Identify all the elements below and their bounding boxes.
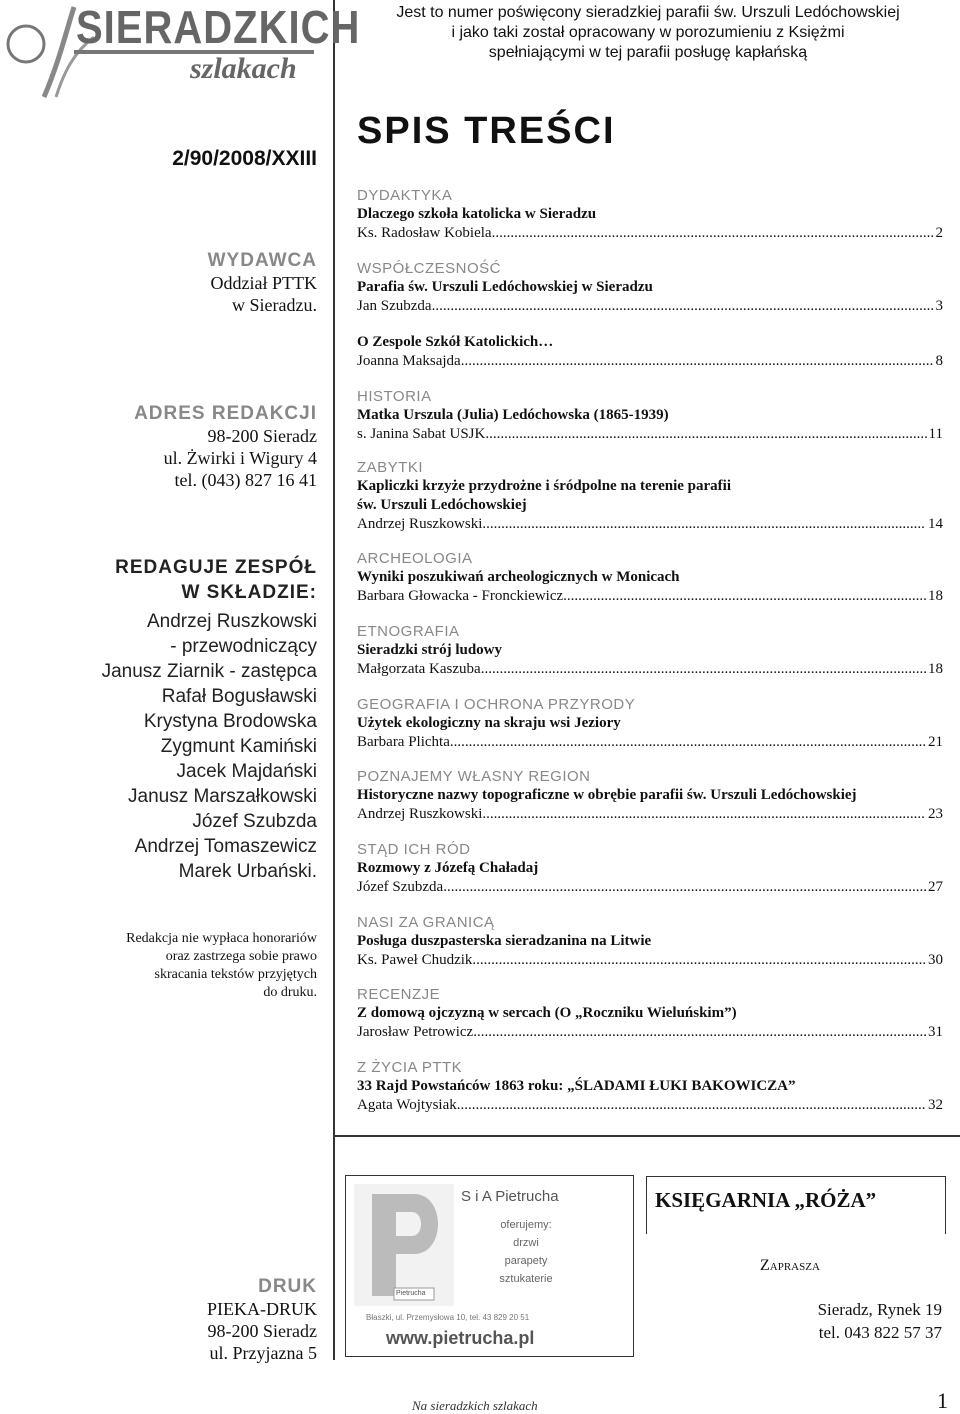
page-number: 1: [937, 1388, 948, 1413]
pietrucha-logo-icon: [354, 1184, 454, 1306]
toc-article-title: 33 Rajd Powstańców 1863 roku: „ŚLADAMI ŁUKI BAKOWICZA”: [357, 1078, 796, 1094]
editors-title: W SKŁADZIE:: [181, 582, 317, 603]
notice-line: i jako taki został opracowany w porozumieniu z Księżmi: [451, 24, 845, 41]
toc-article-title-cont: św. Urszuli Ledóchowskiej: [357, 497, 527, 513]
ad-offer-line: parapety: [504, 1255, 548, 1267]
toc-category: ETNOGRAFIA: [357, 623, 460, 640]
toc-page: 18: [928, 588, 943, 604]
address-title: ADRES REDAKCJI: [134, 403, 317, 424]
editor-name: Krystyna Brodowska: [143, 711, 317, 732]
toc-page: 32: [928, 1097, 943, 1113]
toc-entry[interactable]: [357, 387, 943, 444]
toc-category: DYDAKTYKA: [357, 187, 453, 204]
toc-category: STĄD ICH RÓD: [357, 841, 471, 858]
address-line: tel. (043) 827 16 41: [174, 470, 317, 490]
toc-author: Barbara Plichta: [357, 734, 450, 750]
toc-category: GEOGRAFIA I OCHRONA PRZYRODY: [357, 696, 636, 713]
ad-offer-line: sztukaterie: [499, 1273, 553, 1285]
toc-entry[interactable]: [357, 695, 943, 752]
editor-name: - przewodniczący: [170, 636, 317, 657]
disclaimer-line: do druku.: [263, 985, 317, 1000]
toc-category: RECENZJE: [357, 986, 441, 1003]
toc-article-title: Parafia św. Urszuli Ledóchowskiej w Sieradzu: [357, 279, 653, 295]
toc-entry[interactable]: [357, 549, 943, 606]
publisher-block: [208, 250, 317, 316]
toc-category: Z ŻYCIA PTTK: [357, 1059, 463, 1076]
address-line: 98-200 Sieradz: [207, 426, 317, 446]
ad-logo-label: Pietrucha: [396, 1290, 426, 1297]
editor-name: Zygmunt Kamiński: [160, 736, 317, 757]
toc-page: 30: [928, 952, 943, 968]
shop-address-line: tel. 043 822 57 37: [818, 1323, 942, 1342]
toc-title: SPIS TREŚCI: [357, 110, 616, 152]
toc-article-title: Historyczne nazwy topograficzne w obrębie parafii św. Urszuli Ledóchowskiej: [357, 787, 857, 803]
toc-author: Andrzej Ruszkowski: [357, 516, 483, 532]
shop-address-line: Sieradz, Rynek 19: [817, 1300, 942, 1319]
toc-author: Józef Szubzda: [357, 879, 444, 895]
address-block: [134, 403, 317, 491]
toc-category: HISTORIA: [357, 388, 432, 405]
toc-category: ARCHEOLOGIA: [357, 550, 473, 567]
disclaimer-line: oraz zastrzega sobie prawo: [165, 949, 317, 964]
toc-author: Joanna Maksajda: [357, 353, 461, 369]
toc-author: Jarosław Petrowicz: [357, 1024, 474, 1040]
toc-page: 18: [928, 661, 943, 677]
toc-article-title: Użytek ekologiczny na skraju wsi Jeziory: [357, 715, 621, 731]
notice-line: spełniającymi w tej parafii posługę kapłańską: [488, 44, 808, 61]
ad-address: Błaszki, ul. Przemysłowa 10, tel. 43 829 20 51: [366, 1313, 530, 1322]
toc-entry[interactable]: [357, 767, 943, 824]
shop-title: KSIĘGARNIA „RÓŻA”: [655, 1188, 877, 1212]
footer-title: Na sieradzkich szlakach: [412, 1398, 538, 1413]
disclaimer-block: [126, 930, 317, 1002]
toc-author: Ks. Paweł Chudzik: [357, 952, 473, 968]
toc-article-title: Kapliczki krzyże przydrożne i śródpolne na terenie parafii: [357, 478, 731, 494]
toc-author: Andrzej Ruszkowski: [357, 806, 483, 822]
toc-article-title: Sieradzki strój ludowy: [357, 642, 503, 658]
toc-page: 11: [928, 426, 943, 442]
toc-author: Agata Wojtysiak: [357, 1097, 457, 1113]
editor-name: Andrzej Ruszkowski: [147, 611, 317, 632]
toc-page: 14: [928, 516, 943, 532]
toc-page: 31: [928, 1024, 943, 1040]
publisher-title: WYDAWCA: [207, 250, 317, 271]
toc-article-title: O Zespole Szkół Katolickich…: [357, 334, 554, 350]
toc-author: Jan Szubzda: [357, 298, 432, 314]
printer-line: 98-200 Sieradz: [207, 1321, 317, 1341]
ad-offer-line: oferujemy:: [500, 1219, 552, 1231]
toc-page: 23: [928, 806, 943, 822]
toc-category: NASI ZA GRANICĄ: [357, 914, 495, 931]
toc-entry[interactable]: [357, 333, 943, 371]
toc-entry[interactable]: [357, 259, 943, 316]
disclaimer-line: Redakcja nie wypłaca honorariów: [126, 931, 317, 946]
ad-offer-line: drzwi: [513, 1237, 539, 1249]
toc-category: ZABYTKI: [357, 459, 424, 476]
publisher-line: w Sieradzu.: [232, 295, 317, 315]
toc-article-title: Rozmowy z Józefą Chaładaj: [357, 860, 539, 876]
logo-subtitle: szlakach: [190, 52, 297, 85]
editor-name: Janusz Marszałkowski: [128, 786, 317, 807]
notice-line: Jest to numer poświęcony sieradzkiej parafii św. Urszuli Ledóchowskiej: [396, 4, 900, 21]
bottom-divider: [333, 1135, 960, 1137]
toc-entry[interactable]: [357, 458, 943, 534]
ad-company-name: S i A Pietrucha: [461, 1188, 559, 1205]
printer-line: PIEKA-DRUK: [207, 1299, 317, 1319]
toc-entry[interactable]: [357, 186, 943, 243]
toc-author: Małgorzata Kaszuba: [357, 661, 481, 677]
printer-line: ul. Przyjazna 5: [209, 1343, 317, 1363]
toc-entry[interactable]: [357, 840, 943, 897]
toc-article-title: Matka Urszula (Julia) Ledóchowska (1865-1939): [357, 407, 669, 423]
toc-page: 3: [935, 298, 943, 314]
shop-address: [818, 1298, 942, 1344]
printer-title: DRUK: [258, 1276, 317, 1297]
editors-title: REDAGUJE ZESPÓŁ: [115, 557, 317, 578]
toc-category: WSPÓŁCZESNOŚĆ: [357, 260, 502, 277]
toc-entry[interactable]: [357, 985, 943, 1042]
ad-offer-list: [476, 1216, 576, 1288]
editor-name: Marek Urbański.: [178, 861, 317, 882]
editor-name: Józef Szubzda: [192, 811, 317, 832]
logo-wordmark: SIERADZKICH: [76, 2, 361, 54]
publisher-line: Oddział PTTK: [210, 273, 317, 293]
editor-name: Janusz Ziarnik - zastępca: [101, 661, 317, 682]
column-divider: [333, 0, 335, 1360]
toc-author: Ks. Radosław Kobiela: [357, 225, 492, 241]
toc-page: 21: [928, 734, 943, 750]
editors-block: [102, 555, 317, 884]
editor-name: Jacek Majdański: [176, 761, 317, 782]
toc-page: 27: [928, 879, 943, 895]
issue-notice: [336, 3, 960, 63]
toc-article-title: Wyniki poszukiwań archeologicznych w Monicach: [357, 569, 680, 585]
toc-article-title: Dlaczego szkoła katolicka w Sieradzu: [357, 206, 597, 222]
toc-article-title: Z domową ojczyzną w sercach (O „Roczniku Wieluńskim”): [357, 1005, 737, 1021]
shop-invite: Zaprasza: [760, 1257, 820, 1274]
address-line: ul. Żwirki i Wigury 4: [163, 448, 317, 468]
masthead-logo: [4, 2, 361, 102]
toc-page: 8: [935, 353, 943, 369]
toc-author: s. Janina Sabat USJK: [357, 426, 486, 442]
toc-entry[interactable]: [357, 913, 943, 970]
advertisement: [345, 1175, 634, 1357]
toc-entry[interactable]: [357, 1058, 943, 1115]
ad-website: www.pietrucha.pl: [386, 1328, 535, 1348]
editor-name: Andrzej Tomaszewicz: [134, 836, 317, 857]
toc-article-title: Posługa duszpasterska sieradzanina na Litwie: [357, 933, 652, 949]
editor-name: Rafał Bogusławski: [161, 686, 317, 707]
toc-category: POZNAJEMY WŁASNY REGION: [357, 768, 591, 785]
printer-block: [207, 1276, 317, 1364]
toc-page: 2: [935, 225, 943, 241]
disclaimer-line: skracania tekstów przyjętych: [154, 967, 317, 982]
toc-entry[interactable]: [357, 622, 943, 679]
toc-author: Barbara Głowacka - Fronckiewicz: [357, 588, 564, 604]
issue-number: 2/90/2008/XXIII: [172, 147, 317, 170]
